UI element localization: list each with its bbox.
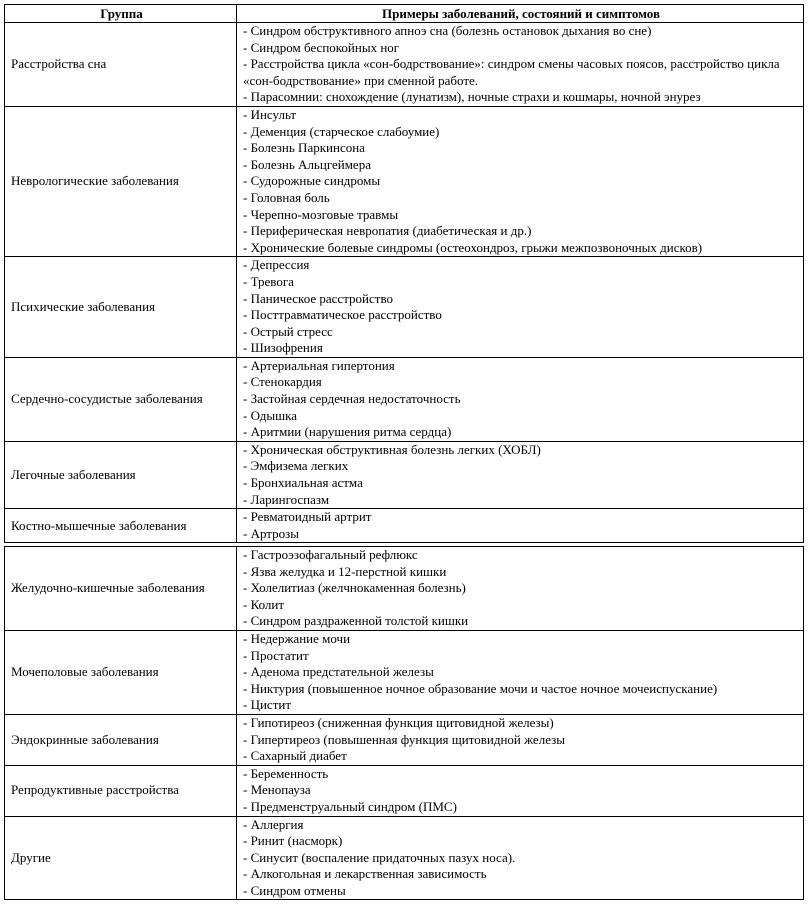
- examples-cell: [237, 257, 804, 358]
- group-cell: Легочные заболевания: [5, 441, 237, 508]
- examples-cell: [237, 765, 804, 816]
- list-item: - Паническое расстройство: [243, 290, 393, 306]
- list-item: - Предменструальный синдром (ПМС): [243, 798, 457, 814]
- table-row: [5, 257, 804, 358]
- list-item: - Синусит (воспаление придаточных пазух носа).: [243, 849, 516, 865]
- list-item: - Ринит (насморк): [243, 833, 343, 849]
- list-item: - Черепно-мозговые травмы: [243, 206, 399, 222]
- table-row: [5, 765, 804, 816]
- list-item: - Инсульт: [243, 106, 297, 122]
- group-cell: Сердечно-сосудистые заболевания: [5, 357, 237, 441]
- list-item: - Синдром обструктивного апноэ сна (болезнь остановок дыхания во сне): [243, 23, 652, 38]
- list-item: - Эмфизема легких: [243, 458, 349, 474]
- list-item: - Гипотиреоз (сниженная функция щитовидной железы): [243, 714, 554, 730]
- list-item: - Шизофрения: [243, 340, 323, 356]
- list-item: - Аденома предстательной железы: [243, 664, 434, 680]
- list-item: - Аритмии (нарушения ритма сердца): [243, 424, 452, 440]
- table-header-row: [5, 5, 804, 23]
- list-item: - Тревога: [243, 273, 294, 289]
- list-item: - Гастроэзофагальный рефлюкс: [243, 547, 418, 562]
- list-item: - Застойная сердечная недостаточность: [243, 391, 461, 407]
- examples-cell: [237, 23, 804, 107]
- group-cell: Эндокринные заболевания: [5, 714, 237, 765]
- list-item: - Одышка: [243, 407, 298, 423]
- disease-table-part-2: [4, 546, 804, 900]
- list-item: - Острый стресс: [243, 323, 333, 339]
- examples-cell: [237, 509, 804, 543]
- table-body-2: [5, 547, 804, 900]
- list-item: - Артериальная гипертония: [243, 357, 395, 373]
- header-examples: Примеры заболеваний, состояний и симптомов: [237, 5, 804, 23]
- table-row: [5, 23, 804, 107]
- table-row: [5, 509, 804, 543]
- list-item: - Парасомнии: снохождение (лунатизм), ночные страхи и кошмары, ночной энурез: [243, 89, 701, 105]
- list-item: - Холелитиаз (желчнокаменная болезнь): [243, 580, 466, 596]
- list-item: - Сахарный диабет: [243, 748, 347, 764]
- list-item: - Головная боль: [243, 189, 330, 205]
- list-item: - Артрозы: [243, 525, 300, 541]
- list-item: - Периферическая невропатия (диабетическая и др.): [243, 223, 532, 239]
- group-cell: Неврологические заболевания: [5, 106, 237, 256]
- list-item: - Расстройства цикла «сон-бодрствование»: синдром смены часовых поясов, расстройство цикла «сон-бодрствование» при сменной работе.: [243, 56, 780, 88]
- table-row: [5, 106, 804, 256]
- table-row: [5, 630, 804, 714]
- examples-cell: [237, 441, 804, 508]
- group-cell: Расстройства сна: [5, 23, 237, 107]
- list-item: - Стенокардия: [243, 374, 322, 390]
- table-row: [5, 816, 804, 900]
- table-body-1: [5, 23, 804, 543]
- list-item: - Болезнь Паркинсона: [243, 140, 365, 156]
- list-item: - Болезнь Альцгеймера: [243, 156, 371, 172]
- examples-cell: [237, 714, 804, 765]
- examples-cell: [237, 630, 804, 714]
- list-item: - Простатит: [243, 647, 309, 663]
- list-item: - Деменция (старческое слабоумие): [243, 123, 440, 139]
- group-cell: Другие: [5, 816, 237, 900]
- list-item: - Ларингоспазм: [243, 491, 330, 507]
- list-item: - Цистит: [243, 697, 292, 713]
- list-item: - Гипертиреоз (повышенная функция щитовидной железы: [243, 731, 565, 747]
- list-item: - Судорожные синдромы: [243, 173, 381, 189]
- table-row: [5, 547, 804, 631]
- list-item: - Беременность: [243, 765, 329, 781]
- list-item: - Синдром отмены: [243, 882, 346, 898]
- list-item: - Никтурия (повышенное ночное образование мочи и частое ночное мочеиспускание): [243, 680, 718, 696]
- list-item: - Бронхиальная астма: [243, 475, 363, 491]
- table-row: [5, 357, 804, 441]
- examples-cell: [237, 106, 804, 256]
- group-cell: Психические заболевания: [5, 257, 237, 358]
- examples-cell: [237, 357, 804, 441]
- list-item: - Менопауза: [243, 782, 311, 798]
- examples-cell: [237, 816, 804, 900]
- list-item: - Язва желудка и 12-перстной кишки: [243, 563, 447, 579]
- list-item: - Хроническая обструктивная болезнь легких (ХОБЛ): [243, 441, 541, 457]
- list-item: - Хронические болевые синдромы (остеохондроз, грыжи межпозвоночных дисков): [243, 239, 703, 255]
- header-group: Группа: [5, 5, 237, 23]
- list-item: - Синдром беспокойных ног: [243, 39, 400, 55]
- list-item: - Ревматоидный артрит: [243, 509, 372, 525]
- examples-cell: [237, 547, 804, 631]
- table-row: [5, 441, 804, 508]
- list-item: - Колит: [243, 596, 285, 612]
- group-cell: Мочеполовые заболевания: [5, 630, 237, 714]
- group-cell: Репродуктивные расстройства: [5, 765, 237, 816]
- table-row: [5, 714, 804, 765]
- list-item: - Алкогольная и лекарственная зависимость: [243, 866, 487, 882]
- list-item: - Недержание мочи: [243, 630, 351, 646]
- group-cell: Костно-мышечные заболевания: [5, 509, 237, 543]
- list-item: - Депрессия: [243, 257, 310, 273]
- disease-table-part-1: [4, 4, 804, 543]
- list-item: - Аллергия: [243, 816, 304, 832]
- list-item: - Синдром раздраженной толстой кишки: [243, 613, 469, 629]
- group-cell: Желудочно-кишечные заболевания: [5, 547, 237, 631]
- list-item: - Посттравматическое расстройство: [243, 307, 442, 323]
